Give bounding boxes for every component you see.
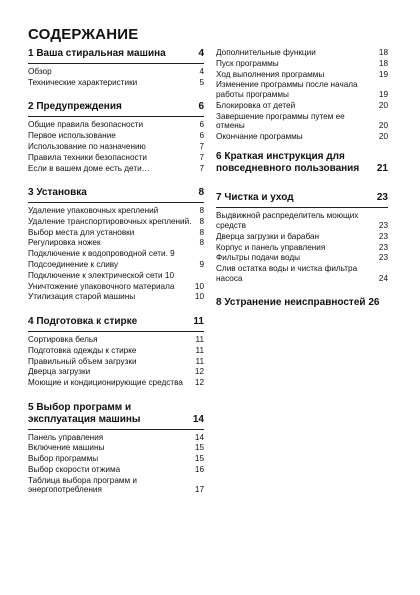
toc-entry-page: 10 [194, 281, 204, 291]
toc-entry [216, 253, 388, 263]
toc-entry [28, 164, 204, 174]
toc-entry [28, 78, 204, 88]
toc-entry-title: Включение машины [28, 443, 105, 453]
toc-entry-title: Выбор программы [28, 454, 99, 464]
toc-entry [28, 454, 204, 464]
toc-entry-title: Регулировка ножек [28, 238, 101, 248]
toc-section [28, 402, 204, 495]
toc-entry-page: 23 [378, 221, 388, 231]
toc-entry-title: Правильный объем загрузки [28, 356, 137, 366]
toc-entry [216, 59, 388, 69]
toc-entry [216, 101, 388, 111]
toc-entry-title: Выбор места для установки [28, 227, 135, 237]
toc-entry-title: Обзор [28, 67, 52, 76]
toc-entry-title: Выбор скорости отжима [28, 465, 121, 474]
toc-entry-page: 23 [378, 242, 388, 252]
toc-section [28, 187, 204, 302]
section-heading-title: 7 Чистка и уход [216, 192, 294, 204]
toc-entry-title: Пуск программы [216, 58, 279, 68]
toc-entry [28, 142, 204, 152]
toc-entry-title: Дверца загрузки [28, 367, 91, 377]
toc-entry-page: 7 [199, 141, 204, 151]
toc-entry [28, 206, 204, 216]
toc-entry [28, 153, 204, 163]
toc-entry [28, 131, 204, 141]
section-heading [28, 402, 204, 430]
toc-entry-title: Удаление упаковочных креплений [28, 206, 159, 216]
toc-entry [28, 292, 204, 302]
toc-entry [28, 346, 204, 356]
toc-entry-title: Если в вашем доме есть дети… [28, 163, 150, 173]
toc-entry-title: Завершение программы путем ее отмены [216, 111, 345, 131]
toc-entry [28, 476, 204, 495]
toc-section [28, 316, 204, 388]
toc-entry-page: 19 [378, 69, 388, 79]
section-heading-page: 4 [198, 48, 204, 59]
section-heading [216, 151, 388, 178]
section-heading [216, 192, 388, 208]
toc-entry-title: Уничтожение упаковочного материала [28, 281, 175, 291]
toc-entry-title: Блокировка от детей [216, 100, 296, 110]
toc-entry-title: Выдвижной распределитель моющих средств [216, 211, 359, 231]
section-heading-page: 23 [376, 192, 388, 204]
section-heading-page: 21 [376, 163, 388, 175]
toc-entry-title: Общие правила безопасности [28, 120, 144, 130]
toc-right-column [216, 48, 388, 326]
section-heading-page: 8 [198, 187, 204, 199]
toc-entry-page: 5 [199, 77, 204, 87]
toc-entry [216, 243, 388, 253]
toc-entry-title: Утилизация старой машины [28, 292, 136, 302]
toc-section [216, 151, 388, 178]
section-heading [28, 187, 204, 203]
toc-left-column [28, 48, 204, 509]
toc-entry-page: 11 [195, 345, 204, 355]
section-heading [28, 316, 204, 332]
toc-entry [216, 80, 388, 99]
toc-entry-page: 4 [199, 67, 204, 76]
section-heading-page: 11 [193, 315, 204, 327]
section-heading-title: 6 Краткая инструкция для повседневного пользования [216, 151, 360, 175]
toc-entry-page: 20 [378, 131, 388, 141]
toc-entry [28, 378, 204, 388]
toc-entry-title: Окончание программы [216, 131, 303, 141]
toc-entry-title: Моющие и кондиционирующие средства [28, 378, 183, 388]
toc-entry-page: 15 [194, 443, 204, 453]
toc-entry [28, 249, 204, 259]
toc-entry-page: 20 [378, 100, 388, 110]
toc-entry-page: 8 [199, 227, 204, 237]
toc-entry-title: Фильтры подачи воды [216, 253, 301, 263]
toc-entry-page: 16 [194, 465, 204, 474]
toc-entry [216, 112, 388, 131]
toc-entry-page: 23 [378, 253, 388, 263]
section-heading-title: 3 Установка [28, 187, 87, 199]
toc-section [216, 297, 388, 312]
page-title: СОДЕРЖАНИЕ [28, 26, 139, 43]
toc-entry [216, 232, 388, 242]
section-heading-title: 1 Ваша стиральная машина [28, 48, 166, 59]
toc-entry [28, 260, 204, 270]
toc-entry-title: Корпус и панель управления [216, 242, 326, 252]
toc-entry [28, 465, 204, 475]
toc-entry-title: Слив остатка воды и чистка фильтра насоса [216, 264, 358, 283]
toc-entry [216, 264, 388, 283]
toc-entry-page: 19 [378, 89, 388, 99]
toc-entry [28, 367, 204, 377]
toc-entry [28, 433, 204, 443]
section-heading-title: 5 Выбор программ и эксплуатация машины [28, 401, 141, 425]
toc-entry-title: Подсоединение к сливу [28, 260, 119, 269]
toc-section [28, 101, 204, 173]
section-heading-page: 14 [192, 413, 204, 425]
toc-entry [28, 120, 204, 130]
toc-entry-title: Удаление транспортировочных креплений. [28, 216, 192, 226]
toc-entry [28, 228, 204, 238]
section-heading-page: 6 [198, 101, 204, 113]
section-heading-title: 4 Подготовка к стирке [28, 315, 138, 327]
toc-entry-title: Дверца загрузки и барабан [216, 231, 320, 241]
toc-entry-page: 15 [194, 454, 204, 464]
toc-entry [216, 132, 388, 142]
toc-entry-page: 8 [199, 238, 204, 248]
toc-entry-page: 20 [378, 121, 388, 131]
toc-section [28, 48, 204, 87]
toc-entry-title: Технические характеристики [28, 77, 138, 87]
toc-entry-page: 8 [199, 216, 204, 226]
toc-entry [28, 67, 204, 77]
toc-entry-title: Подключение к водопроводной сети. 9 [28, 249, 175, 259]
toc-entry-page: 18 [378, 48, 388, 57]
toc-entry-page: 14 [194, 432, 204, 442]
toc-entry-page: 12 [194, 378, 204, 388]
section-heading-title: 8 Устранение неисправностей 26 [216, 297, 380, 309]
toc-entry [28, 282, 204, 292]
toc-entry-page: 17 [194, 485, 204, 495]
toc-section [216, 192, 388, 283]
toc-entry-page: 7 [199, 163, 204, 173]
toc-entry-title: Сортировка белья [28, 334, 98, 344]
toc-entry [216, 211, 388, 230]
toc-entry [28, 238, 204, 248]
toc-entry-page: 23 [378, 231, 388, 241]
toc-entry-page: 8 [199, 206, 204, 216]
toc-entry-title: Первое использование [28, 131, 116, 141]
toc-entry [28, 217, 204, 227]
toc-entry-page: 24 [378, 273, 388, 283]
toc-entry-page: 10 [194, 292, 204, 302]
toc-entry-page: 18 [378, 58, 388, 68]
toc-entry-page: 6 [199, 120, 204, 130]
toc-entry-title: Ход выполнения программы [216, 69, 325, 79]
toc-entry-title: Подключение к электрической сети 10 [28, 270, 174, 280]
toc-entry-page: 12 [194, 367, 204, 377]
toc-entry-page: 11 [195, 334, 204, 344]
toc-entry [216, 48, 388, 58]
toc-continued-items [216, 48, 388, 141]
toc-entry-title: Правила техники безопасности [28, 152, 147, 162]
toc-entry [28, 357, 204, 367]
toc-entry-page: 11 [195, 356, 204, 366]
toc-entry-page: 6 [199, 131, 204, 141]
section-heading [216, 297, 388, 312]
toc-entry-title: Использование по назначению [28, 141, 146, 151]
toc-entry-title: Панель управления [28, 432, 104, 442]
section-heading [28, 101, 204, 117]
toc-entry-page: 9 [199, 260, 204, 269]
section-heading-title: 2 Предупреждения [28, 101, 122, 113]
section-heading [28, 48, 204, 64]
toc-entry-title: Дополнительные функции [216, 48, 316, 57]
toc-entry [28, 443, 204, 453]
toc-entry-title: Изменение программы после начала работы программы [216, 80, 358, 99]
toc-entry-page: 7 [199, 152, 204, 162]
toc-entry-title: Таблица выбора программ и энергопотребления [28, 475, 137, 495]
toc-entry [28, 271, 204, 281]
toc-entry [28, 335, 204, 345]
toc-entry [216, 70, 388, 80]
toc-entry-title: Подготовка одежды к стирке [28, 345, 137, 355]
